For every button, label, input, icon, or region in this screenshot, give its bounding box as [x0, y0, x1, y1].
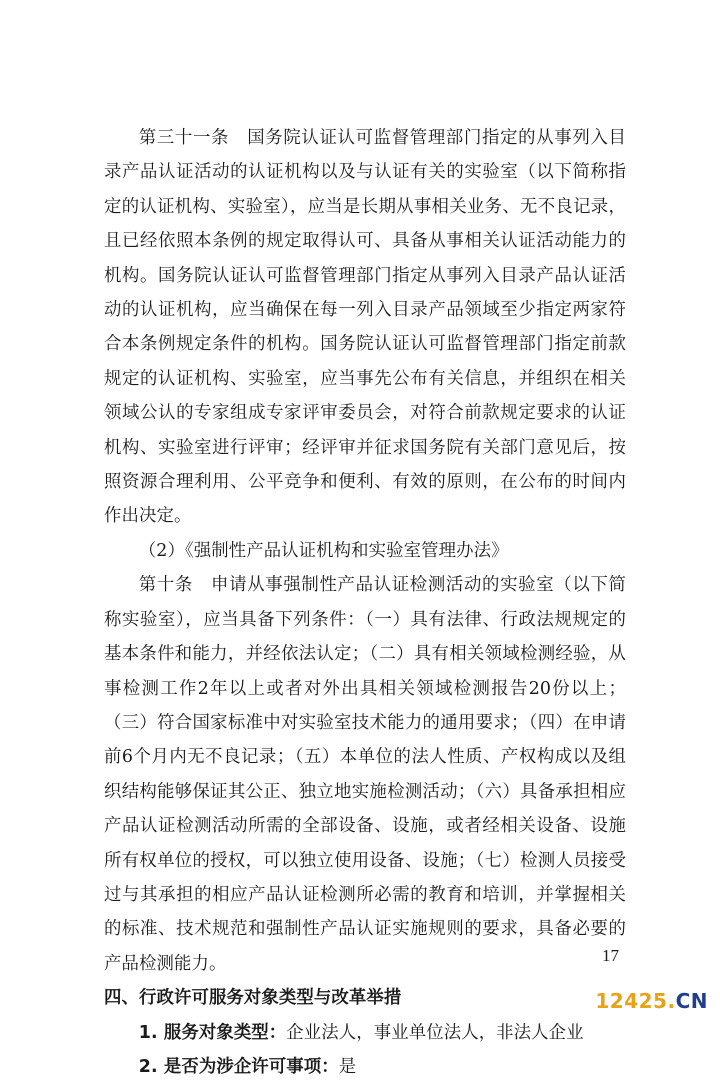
enterprise-permit-value: 是: [338, 1056, 357, 1077]
article-31-paragraph: 第三十一条 国务院认证认可监督管理部门指定的从事列入目录产品认证活动的认证机构以及与认证有关的实验室（以下简称指定的认证机构、实验室），应当是长期从事相关业务、无不良记录，且已经依照本条例的规定取得认可、具备从事相关认证活动能力的机构。国务院认证认可监督管理部门指定从事列入目录产品认证活动的认证机构，应当确保在每一列入目录产品领域至少指定两家符合本条例规定条件的机构。国务院认证认可监督管理部门指定前款规定的认证机构、实验室，应当事先公布有关信息，并组织在相关领域公认的专家组成专家评审委员会，对符合前款规定要求的认证机构、实验室进行评审；经评审并征求国务院有关部门意见后，按照资源合理利用、公平竞争和便利、有效的原则，在公布的时间内作出决定。: [104, 128, 626, 527]
watermark-suffix: CN: [675, 989, 708, 1013]
section-4-heading: 四、行政许可服务对象类型与改革举措: [104, 988, 402, 1009]
measure-title: （2）《强制性产品认证机构和实验室管理办法》: [138, 540, 509, 561]
service-object-label: 1. 服务对象类型：: [138, 1022, 287, 1043]
page-content: [104, 121, 626, 1084]
service-object-value: 企业法人，事业单位法人，非法人企业: [286, 1022, 584, 1043]
page-number: 17: [602, 946, 619, 965]
watermark-dot: .: [667, 989, 676, 1013]
enterprise-permit-label: 2. 是否为涉企许可事项：: [138, 1056, 339, 1077]
enterprise-permit-item: [104, 1050, 626, 1084]
site-watermark: [595, 989, 708, 1013]
service-object-item: [104, 1016, 626, 1050]
article-10-paragraph: 第十条 申请从事强制性产品认证检测活动的实验室（以下简称实验室），应当具备下列条件：（一）具有法律、行政法规规定的基本条件和能力，并经依法认定；（二）具有相关领域检测经验，从事检测工作2年以上或者对外出具相关领域检测报告20份以上；（三）符合国家标准中对实验室技术能力的通用要求；（四）在申请前6个月内无不良记录；（五）本单位的法人性质、产权构成以及组织结构能够保证其公正、独立地实施检测活动；（六）具备承担相应产品认证检测活动所需的全部设备、设施，或者经相关设备、设施所有权单位的授权，可以独立使用设备、设施；（七）检测人员接受过与其承担的相应产品认证检测所必需的教育和培训，并掌握相关的标准、技术规范和强制性产品认证实施规则的要求，具备必要的产品检测能力。: [104, 575, 626, 974]
watermark-number: 12425: [595, 989, 668, 1013]
